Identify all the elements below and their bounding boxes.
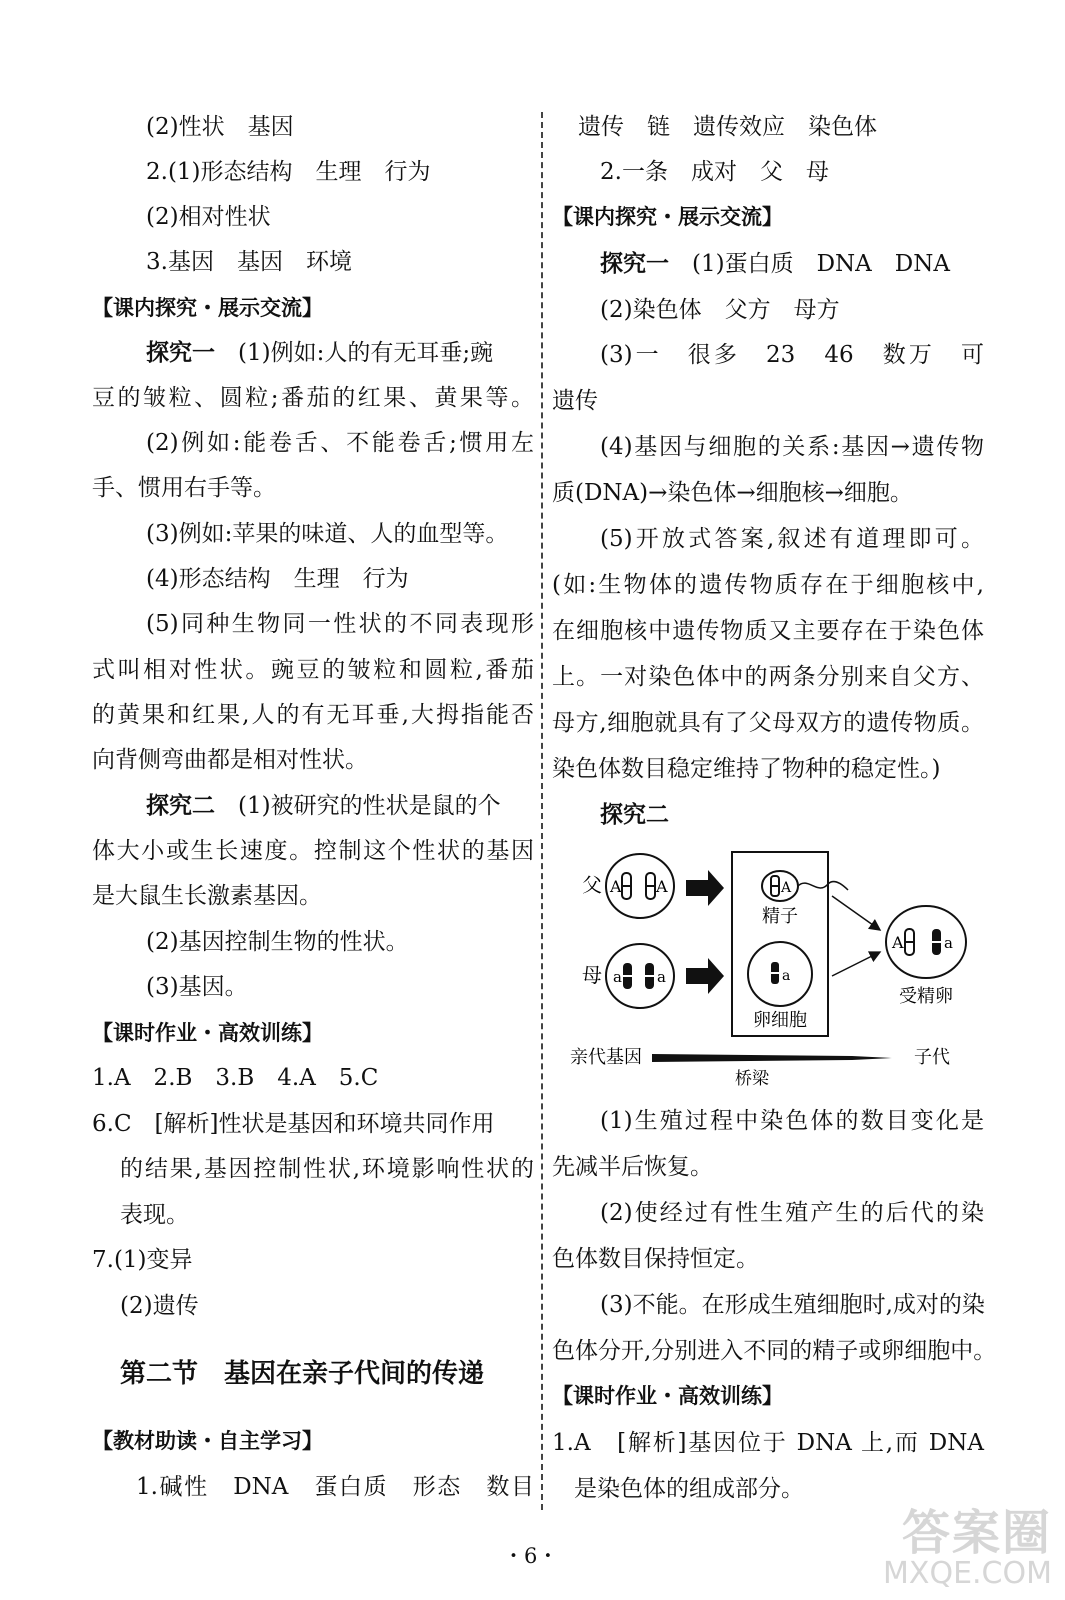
gene-label: A: [892, 933, 904, 952]
text-line: [600, 249, 1040, 279]
sperm-tail: [798, 882, 848, 890]
text-line: (2)例如:能卷舌、不能卷舌;惯用左: [146, 430, 534, 456]
text-line: 母方,细胞就具有了父母双方的遗传物质。: [552, 710, 984, 736]
text-line: (5)同种生物同一性状的不同表现形: [146, 611, 534, 637]
text-line: 色体分开,分别进入不同的精子或卵细胞中。: [552, 1338, 997, 1364]
arrow-icon: [686, 870, 724, 906]
gene-label: a: [657, 968, 666, 986]
section-header: 【课内探究・展示交流】: [552, 205, 783, 229]
inquiry-text: (1)被研究的性状是鼠的个: [215, 793, 501, 819]
watermark-url: MXQE.COM: [883, 1556, 1052, 1591]
text-line: 1.碱性 DNA 蛋白质 形态 数目: [136, 1474, 534, 1500]
offspring-label: 子代: [914, 1047, 950, 1068]
text-line: (2)相对性状: [146, 204, 271, 230]
text-line: (3)例如:苹果的味道、人的血型等。: [146, 521, 509, 547]
text-line: (3)基因。: [146, 974, 248, 1000]
text-line: 上。一对染色体中的两条分别来自父方、: [552, 664, 984, 690]
text-line: (3)一 很多 23 46 数万 可: [600, 342, 984, 368]
text-line: 先减半后恢复。: [552, 1154, 713, 1180]
text-line: (2)基因控制生物的性状。: [146, 929, 409, 955]
text-line: 1.A [解析]基因位于 DNA 上,而 DNA: [552, 1430, 984, 1456]
arrow-icon: [832, 896, 880, 930]
section-header: 【课时作业・高效训练】: [552, 1384, 783, 1408]
watermark: [860, 1490, 1060, 1600]
text-line: (4)基因与细胞的关系:基因→遗传物: [600, 434, 984, 460]
text-line: (如:生物体的遗传物质存在于细胞核中,: [552, 572, 984, 598]
text-line: (2)性状 基因: [146, 114, 294, 140]
text-line: [146, 338, 534, 368]
bridge-arrow: [652, 1054, 892, 1062]
text-line: 是染色体的组成部分。: [574, 1476, 804, 1502]
section-title: 第二节 基因在亲子代间的传递: [120, 1359, 485, 1389]
inquiry-text: (1)例如:人的有无耳垂;豌: [215, 340, 494, 366]
arrow-icon: [686, 958, 724, 994]
inquiry-label: 探究二: [600, 802, 669, 828]
text-line: 2.一条 成对 父 母: [600, 159, 829, 185]
text-line: 质(DNA)→染色体→细胞核→细胞。: [552, 480, 913, 506]
section-header: 【课内探究・展示交流】: [92, 296, 323, 320]
section-header: 【课时作业・高效训练】: [92, 1021, 323, 1045]
text-line: (5)开放式答案,叙述有道理即可。: [600, 526, 984, 552]
text-line: 手、惯用右手等。: [92, 475, 276, 501]
gene-label: A: [781, 880, 792, 896]
text-line: (2)遗传: [120, 1293, 199, 1319]
father-label: 父: [582, 873, 602, 897]
egg-cell: [748, 942, 812, 1006]
text-line: 的结果,基因控制性状,环境影响性状的: [120, 1156, 534, 1182]
text-line: 7.(1)变异: [92, 1247, 193, 1273]
text-line: 式叫相对性状。豌豆的皱粒和圆粒,番茄: [92, 657, 534, 683]
parent-gene-label: 亲代基因: [570, 1047, 642, 1068]
gene-label: A: [656, 877, 668, 896]
sperm-label: 精子: [762, 906, 798, 927]
egg-label: 卵细胞: [753, 1010, 807, 1031]
text-line: 表现。: [120, 1202, 189, 1228]
text-line: 体大小或生长速度。控制这个性状的基因: [92, 838, 534, 864]
watermark-logo-text: 答案圈: [901, 1505, 1052, 1561]
page-number: ・6・: [503, 1544, 559, 1568]
mother-label: 母: [582, 963, 602, 987]
gene-label: A: [610, 877, 622, 896]
inquiry-text: (1)蛋白质 DNA DNA: [669, 251, 950, 277]
text-line: 豆的皱粒、圆粒;番茄的红果、黄果等。: [92, 385, 534, 411]
arrow-icon: [832, 952, 880, 976]
text-line: (1)生殖过程中染色体的数目变化是: [600, 1108, 984, 1134]
inquiry-label: 探究二: [146, 793, 215, 819]
inquiry-label: 探究一: [600, 251, 669, 277]
text-line: (3)不能。在形成生殖细胞时,成对的染: [600, 1292, 985, 1318]
text-line: [146, 791, 534, 821]
text-line: 遗传: [552, 388, 598, 414]
text-line: 在细胞核中遗传物质又主要存在于染色体: [552, 618, 984, 644]
gene-label: a: [613, 968, 622, 986]
text-line: 是大鼠生长激素基因。: [92, 883, 322, 909]
text-line: 6.C [解析]性状是基因和环境共同作用: [92, 1111, 495, 1137]
text-line: 1.A 2.B 3.B 4.A 5.C: [92, 1065, 379, 1091]
text-line: 染色体数目稳定维持了物种的稳定性。): [552, 756, 941, 782]
section-header: 【教材助读・自主学习】: [92, 1429, 323, 1453]
text-line: 向背侧弯曲都是相对性状。: [92, 747, 368, 773]
text-line: (2)使经过有性生殖产生的后代的染: [600, 1200, 984, 1226]
gene-label: a: [944, 934, 953, 952]
zygote-label: 受精卵: [899, 986, 953, 1007]
text-line: (2)染色体 父方 母方: [600, 297, 840, 323]
text-line: 3.基因 基因 环境: [146, 249, 352, 275]
text-line: 遗传 链 遗传效应 染色体: [578, 114, 877, 140]
inquiry-label: 探究一: [146, 340, 215, 366]
bridge-label: 桥梁: [735, 1069, 769, 1089]
inheritance-diagram: [552, 832, 992, 1092]
gene-label: a: [782, 968, 791, 984]
text-line: (4)形态结构 生理 行为: [146, 566, 409, 592]
text-line: 色体数目保持恒定。: [552, 1246, 759, 1272]
text-line: 的黄果和红果,人的有无耳垂,大拇指能否: [92, 702, 534, 728]
text-line: 2.(1)形态结构 生理 行为: [146, 159, 431, 185]
